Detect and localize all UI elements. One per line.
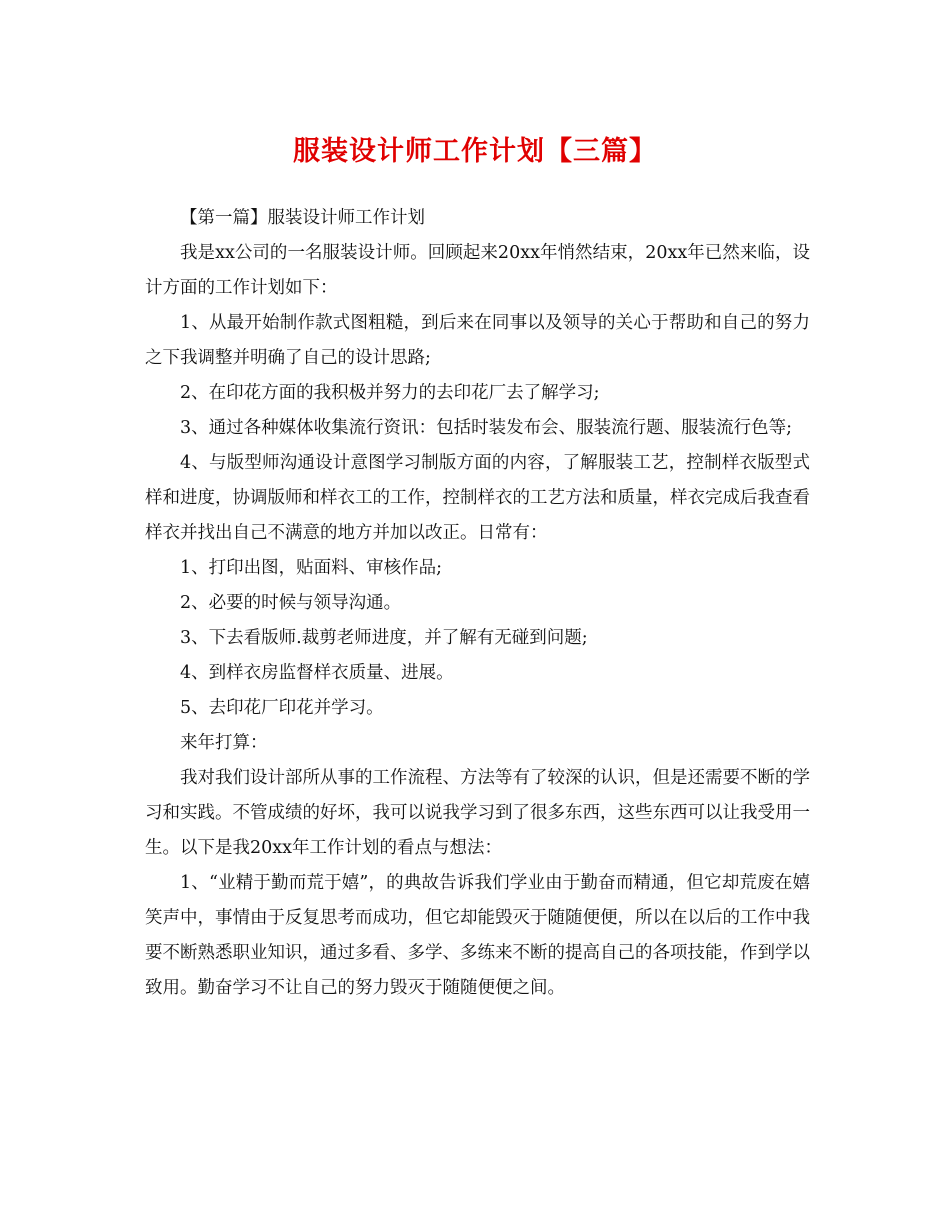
paragraph: 我对我们设计部所从事的工作流程、方法等有了较深的认识，但是还需要不断的学习和实践。不管成绩的好坏，我可以说我学习到了很多东西，这些东西可以让我受用一生。以下是我20xx年工作计划的看点与想法：	[145, 768, 810, 858]
document-body	[145, 201, 810, 1006]
list-item: 5、去印花厂印花并学习。	[180, 698, 384, 718]
document-title: 服装设计师工作计划【三篇】	[293, 136, 657, 167]
paragraph: 4、与版型师沟通设计意图学习制版方面的内容，了解服装工艺，控制样衣版型式样和进度，协调版师和样衣工的工作，控制样衣的工艺方法和质量，样衣完成后我查看样衣并找出自己不满意的地方并加以改正。日常有：	[145, 453, 810, 543]
section-heading: 【第一篇】服装设计师工作计划	[180, 208, 425, 228]
list-item: 3、下去看版师.裁剪老师进度，并了解有无碰到问题;	[180, 628, 588, 648]
list-item: 2、必要的时候与领导沟通。	[180, 593, 402, 613]
paragraph: 我是xx公司的一名服装设计师。回顾起来20xx年悄然结束，20xx年已然来临，设计方面的工作计划如下：	[145, 243, 810, 298]
paragraph: 2、在印花方面的我积极并努力的去印花厂去了解学习;	[180, 383, 600, 403]
list-item: 1、打印出图，贴面料、审核作品;	[180, 558, 443, 578]
paragraph: 1、“业精于勤而荒于嬉”，的典故告诉我们学业由于勤奋而精通，但它却荒废在嬉笑声中，事情由于反复思考而成功，但它却能毁灭于随随便便，所以在以后的工作中我要不断熟悉职业知识，通过多看、多学、多练来不断的提高自己的各项技能，作到学以致用。勤奋学习不让自己的努力毁灭于随随便便之间。	[145, 873, 810, 998]
list-item: 4、到样衣房监督样衣质量、进展。	[180, 663, 454, 683]
paragraph: 1、从最开始制作款式图粗糙，到后来在同事以及领导的关心于帮助和自己的努力之下我调整并明确了自己的设计思路;	[145, 313, 810, 368]
paragraph: 3、通过各种媒体收集流行资讯：包括时装发布会、服装流行题、服装流行色等;	[180, 418, 793, 438]
subheading: 来年打算：	[180, 733, 268, 753]
